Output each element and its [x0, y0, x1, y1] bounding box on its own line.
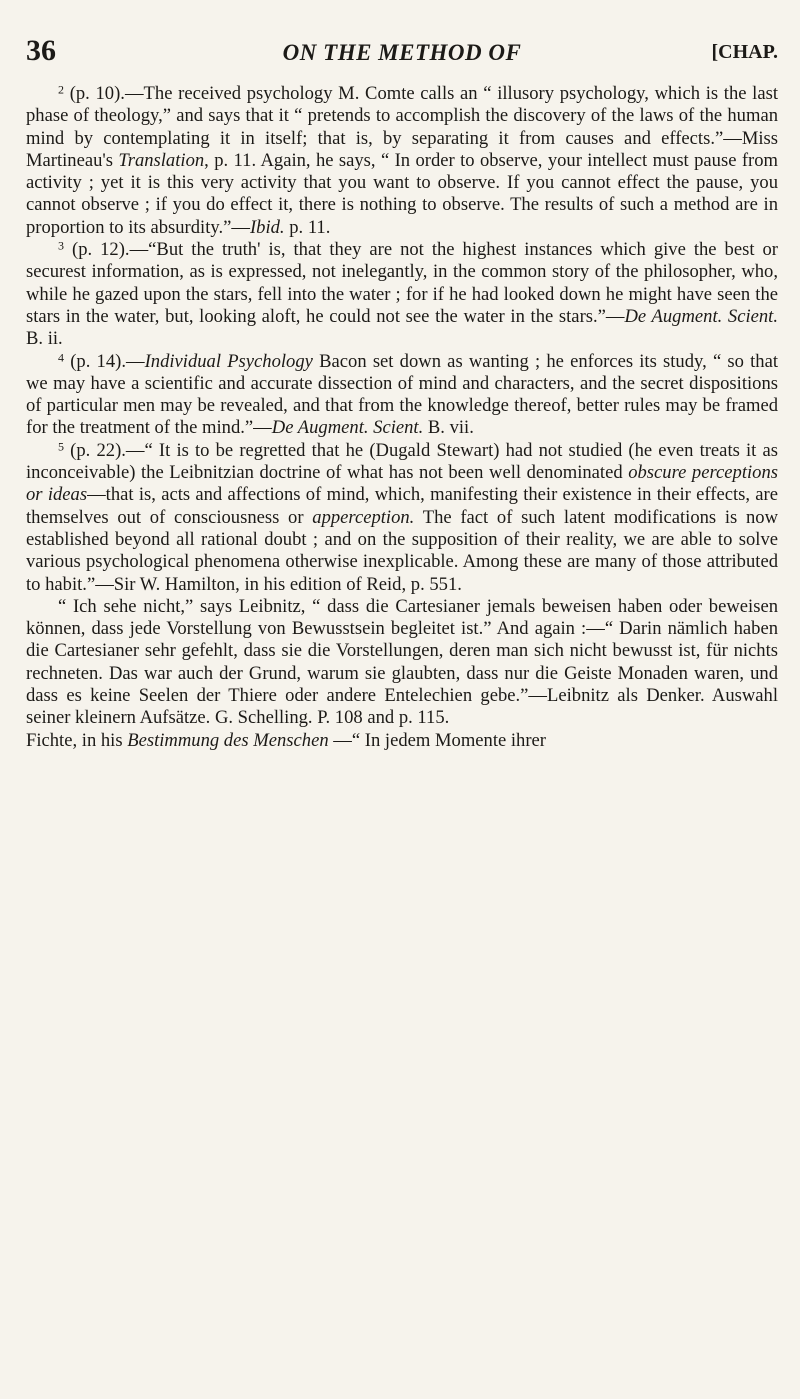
footnote-text [26, 351, 778, 439]
page-header [26, 34, 778, 74]
text-run: —“ In jedem Momente ihrer [328, 729, 546, 751]
footnotes-body [26, 83, 778, 752]
text-run: (p. 10).—The received psychology M. Comte calls an “ illusory psychology, which is the last phase of theology,” and says that it “ pretends to accomplish the discovery of the laws of the human mind by contemplating it in itself; that is, by separating it from causes and effects.”—Miss Martineau's [26, 83, 778, 171]
italic-text: Translation [118, 149, 205, 171]
fichte-paragraph [26, 730, 778, 752]
text-run: (p. 12).—“But the truth' is, that they are not the highest instances which give the best or securest information, as is expressed, not inelegantly, in the common story of the philosopher, who, while he gazed upon the stars, fell into the water ; for if he had looked down he might have seen the stars in the water, but, looking aloft, he could not see the water in the stars.”— [26, 239, 778, 327]
chapter-label: [CHAP. [711, 41, 778, 63]
page-number: 36 [26, 34, 56, 67]
text-run: p. 11. [284, 216, 331, 238]
footnote-5 [26, 440, 778, 596]
text-run: B. vii. [423, 417, 474, 439]
fichte-text [26, 730, 546, 751]
text-run: , p. 11. Again, he says, “ In order to observe, your intellect must pause from activity ; yet it is this very activity that you want to observe. If you cannot effect the pause, you cannot observe ; if you do effect it, there is nothing to observe. The results of such a method are in proportion to its absurdity.”— [26, 149, 778, 238]
italic-text: obscure perceptions or ideas [26, 462, 778, 506]
text-run: Bacon set down as wanting ; he enforces its study, “ so that we may have a scientific and accurate dissection of mind and characters, and the secret dispositions of particular men may be revealed, and that from the knowledge thereof, better rules may be framed for the treatment of the mind.”— [26, 350, 779, 439]
footnote-3 [26, 239, 778, 350]
running-title: ON THE METHOD OF [282, 40, 522, 65]
footnote-mark: 5 [58, 439, 64, 454]
footnote-text [26, 440, 778, 595]
italic-text: apperception. [312, 506, 415, 528]
italic-text: De Augment. Scient. [271, 417, 424, 439]
text-run: (p. 22).—“ It is to be regretted that he (Dugald Stewart) had not studied (he even treats it as inconceivable) the Leibnitzian doctrine of what has not been well denominated [26, 439, 778, 484]
footnote-text [26, 83, 778, 238]
text-run: Fichte, in his [26, 729, 128, 751]
footnote-2 [26, 83, 778, 239]
footnote-4 [26, 351, 778, 440]
text-run: (p. 14).— [70, 350, 145, 372]
footnote-mark: 3 [58, 238, 64, 253]
footnote-mark: 4 [58, 350, 64, 365]
leibnitz-paragraph: “ Ich sehe nicht,” says Leibnitz, “ dass die Cartesianer jemals beweisen haben oder beweisen können, dass jede Vorstellung von Bewusstsein begleitet ist.” And again :—“ Darin nämlich haben die Cartesianer sehr gefehlt, dass sie die Vorstellungen, deren man sich nicht bewusst ist, für nichts rechneten. Das war auch der Grund, warum sie glaubten, dass nur die Geiste Monaden waren, und dass es keine Seelen der Thiere oder andere Entelechien gebe.”—Leibnitz als Denker. Auswahl seiner kleinern Aufsätze. G. Schelling. P. 108 and p. 115. [26, 595, 778, 729]
italic-text: Ibid. [249, 216, 285, 238]
footnote-text [26, 239, 778, 349]
footnote-mark: 2 [58, 82, 64, 97]
text-run: The fact of such latent modifications is now established beyond all rational doubt ; and on the supposition of their reality, we are able to solve various psychological phenomena otherwise inexplicable. Among these are many of those attributed to habit.”—Sir W. Hamilton, in his edition of Reid, p. 551. [26, 506, 778, 595]
text-run: —that is, acts and affections of mind, which, manifesting their existence in their effects, are themselves out of consciousness or [26, 484, 778, 528]
italic-text: Bestimmung des Menschen [127, 729, 329, 751]
text-run: B. ii. [26, 328, 63, 350]
italic-text: Individual Psychology [144, 350, 313, 372]
italic-text: De Augment. Scient. [624, 305, 778, 327]
